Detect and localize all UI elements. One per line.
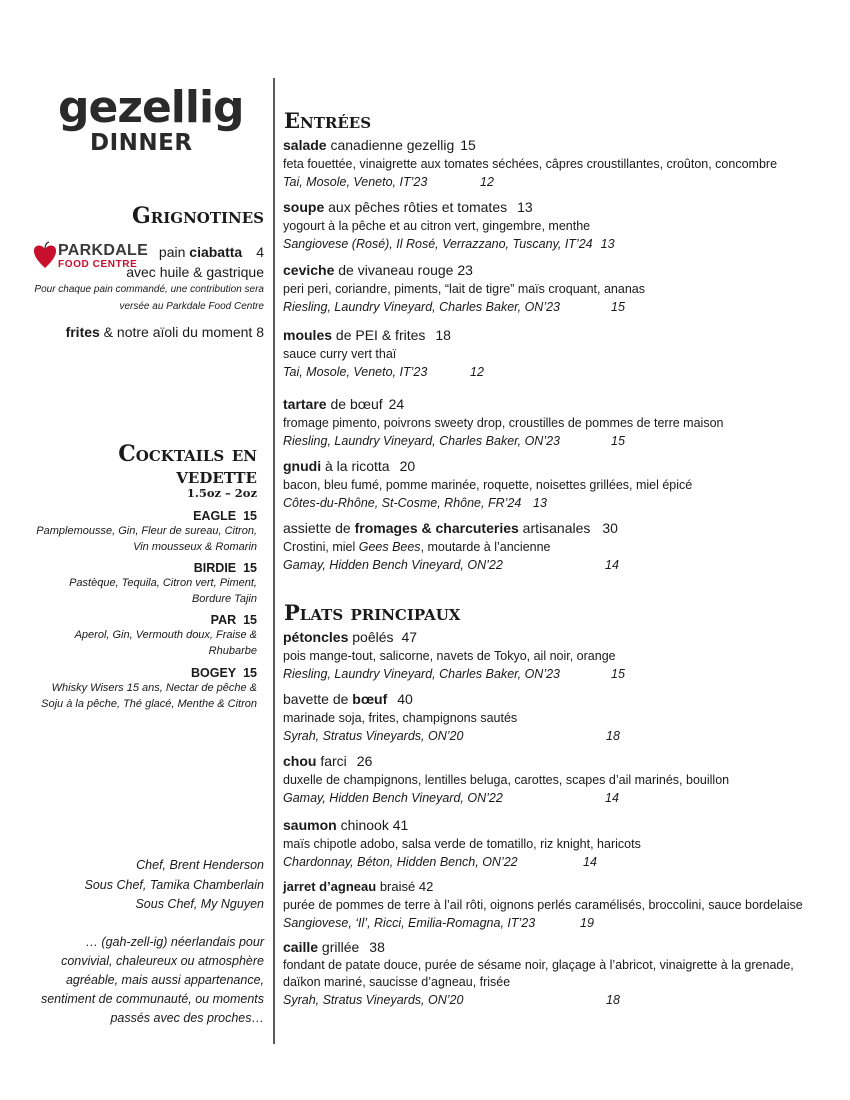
cocktail-birdie-desc-1: Pastèque, Tequila, Citron vert, Piment,: [69, 577, 257, 589]
menu-item-ceviche: ceviche de vivaneau rouge 23 peri peri, coriandre, piments, “lait de tigre” maïs croquant, ananas Riesling, Laundry Vineyard, Charles Baker, ON’23 15: [283, 262, 645, 314]
brand-logo: gezellig: [58, 82, 244, 133]
menu-item-petoncles: pétoncles poêlés 47 pois mange-tout, salicorne, navets de Tokyo, ail noir, orange Riesling, Laundry Vineyard, Charles Baker, ON’23 15: [283, 629, 625, 681]
menu-item-bavette: bavette de bœuf 40 marinade soja, frites, champignons sautés Syrah, Stratus Vineyards, ON’20 18: [283, 691, 620, 743]
quote-line-3: agréable, mais aussi appartenance,: [65, 973, 264, 987]
section-title-cocktails-1: Cocktails en: [118, 441, 257, 467]
cocktail-eagle: EAGLE 15: [193, 509, 257, 523]
menu-item-saumon: saumon chinook 41 maïs chipotle adobo, salsa verde de tomatillo, riz knight, haricots Chardonnay, Béton, Hidden Bench, ON’22 14: [283, 817, 641, 869]
section-title-plats: Plats principaux: [284, 600, 461, 625]
cocktail-par-desc-1: Aperol, Gin, Vermouth doux, Fraise &: [74, 629, 257, 641]
staff-sous-chef-2: Sous Chef, My Nguyen: [135, 897, 264, 911]
menu-item-soupe: soupe aux pêches rôties et tomates 13 yogourt à la pêche et au citron vert, gingembre, menthe Sangiovese (Rosé), Il Rosé, Verrazzano, Tuscany, IT’24 13: [283, 199, 615, 251]
apple-heart-icon: [33, 241, 57, 269]
brand-subtitle: DINNER: [90, 130, 193, 156]
menu-item-moules: moules de PEI & frites 18 sauce curry vert thaï Tai, Mosole, Veneto, IT’23 12: [283, 327, 484, 379]
quote-line-2: convivial, chaleureux ou atmosphère: [61, 954, 264, 968]
cocktail-birdie: BIRDIE 15: [193, 561, 257, 575]
bread-desc: avec huile & gastrique: [126, 264, 264, 280]
section-title-cocktails-2: vedette: [176, 463, 257, 489]
cocktail-bogey: BOGEY 15: [190, 666, 257, 680]
cocktail-serving: 1.5oz – 2oz: [186, 486, 257, 500]
bread-item: pain ciabatta 4: [158, 244, 264, 260]
cocktail-bogey-desc-2: Soju à la pêche, Thé glacé, Menthe & Citron: [41, 698, 257, 710]
column-divider: [273, 78, 275, 1044]
bread-note-1: Pour chaque pain commandé, une contribution sera: [34, 284, 264, 295]
menu-item-jarret: jarret d’agneau braisé 42 purée de pommes de terre à l’ail rôti, oignons perlés caramélisés, broccolini, sauce bordelaise Sangiovese, ‘Il’, Ricci, Emilia-Romagna, IT’23 19: [283, 879, 803, 930]
section-title-entrees: Entrées: [284, 108, 372, 133]
cocktail-birdie-desc-2: Bordure Tajin: [191, 593, 257, 605]
cocktail-par-desc-2: Rhubarbe: [208, 645, 257, 657]
menu-item-chou: chou farci 26 duxelle de champignons, lentilles beluga, carottes, scapes d’ail marinés, bouillon Gamay, Hidden Bench Vineyard, ON’22 14: [283, 753, 730, 805]
menu-item-fromages: assiette de fromages & charcuteries artisanales 30 Crostini, miel Gees Bees, moutarde à l’ancienne Gamay, Hidden Bench Vineyard, ON’22 14: [283, 520, 619, 572]
menu-item-caille: caille grillée 38 fondant de patate douce, purée de sésame noir, glaçage à l’abricot, vinaigrette à la grenade, daïkon mariné, saucisse d’agneau, frisée Syrah, Stratus Vineyards, ON’20 18: [283, 939, 794, 1007]
quote-line-4: sentiment de communauté, ou moments: [40, 992, 264, 1006]
quote-line-5: passés avec des proches…: [110, 1011, 264, 1025]
section-title-grignotines: Grignotines: [131, 203, 264, 229]
partner-name: PARKDALE: [58, 242, 149, 259]
staff-chef: Chef, Brent Henderson: [136, 858, 264, 872]
menu-item-tartare: tartare de bœuf 24 fromage pimento, poivrons sweety drop, croustilles de pommes de terre maison Riesling, Laundry Vineyard, Charles Baker, ON’23 15: [283, 396, 724, 448]
quote-line-1: … (gah-zell-ig) néerlandais pour: [85, 935, 264, 949]
menu-item-gnudi: gnudi à la ricotta 20 bacon, bleu fumé, pomme marinée, roquette, noisettes grillées, miel épicé Côtes-du-Rhône, St-Cosme, Rhône, FR’24 13: [283, 458, 693, 510]
cocktail-eagle-desc-2: Vin mousseux & Romarin: [133, 541, 257, 553]
cocktail-bogey-desc-1: Whisky Wisers 15 ans, Nectar de pêche &: [51, 682, 257, 694]
fries-item: frites & notre aïoli du moment 8: [65, 324, 264, 340]
staff-sous-chef-1: Sous Chef, Tamika Chamberlain: [84, 878, 264, 892]
cocktail-par: PAR 15: [210, 613, 257, 627]
cocktail-eagle-desc-1: Pamplemousse, Gin, Fleur de sureau, Citron,: [36, 525, 257, 537]
bread-note-2: versée au Parkdale Food Centre: [119, 301, 264, 312]
menu-item-salade: salade canadienne gezellig 15 feta fouettée, vinaigrette aux tomates séchées, câpres croustillantes, croûton, concombre Tai, Mosole, Veneto, IT’23 12: [283, 137, 778, 189]
partner-sub: FOOD CENTRE: [58, 259, 138, 270]
